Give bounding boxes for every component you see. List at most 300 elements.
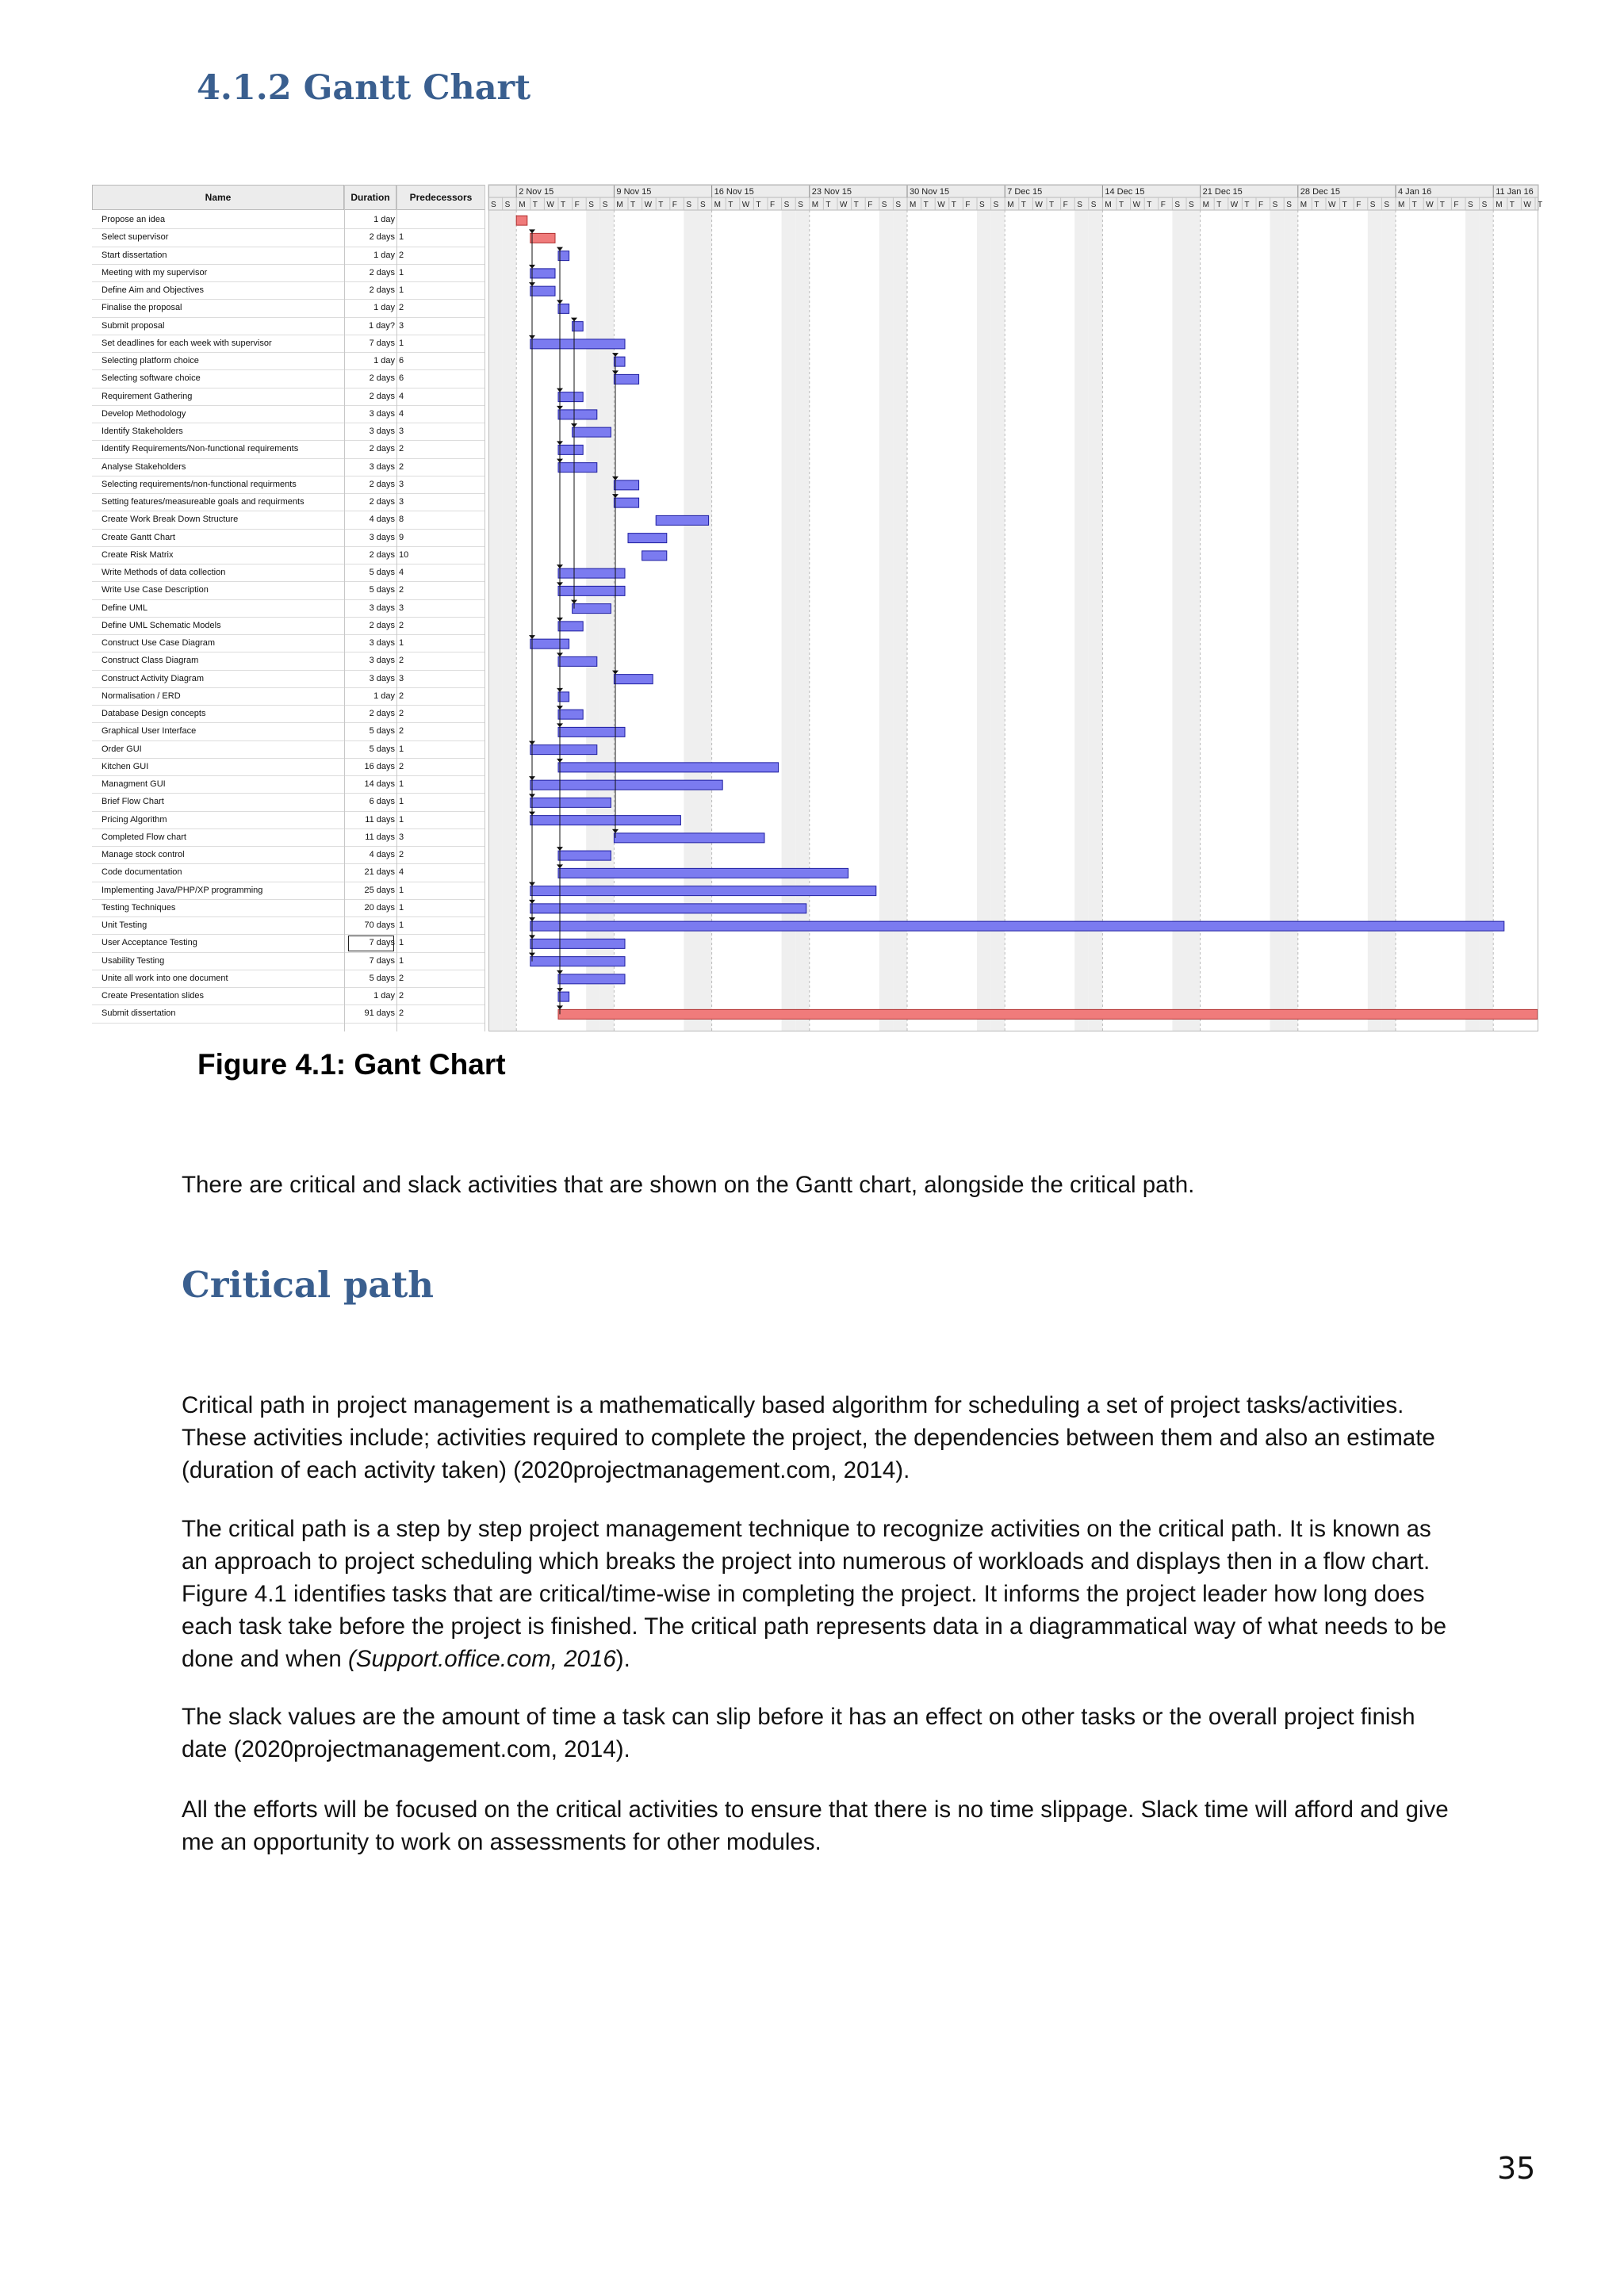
task-row <box>92 265 485 282</box>
day-letter: F <box>1258 201 1264 209</box>
dependency-arrow <box>557 459 563 463</box>
weekend-shade <box>503 210 517 1031</box>
dependency-arrow <box>557 970 563 974</box>
task-name: Construct Use Case Diagram <box>102 638 216 648</box>
day-letter: M <box>1496 201 1503 209</box>
task-predecessors: 1 <box>399 885 404 895</box>
task-predecessors: 2 <box>399 620 404 630</box>
task-row <box>92 247 485 265</box>
task-name: Submit dissertation <box>102 1008 176 1019</box>
weekend-shade <box>1270 210 1285 1031</box>
task-bar <box>530 339 625 349</box>
day-letter: W <box>644 201 653 209</box>
day-letter: T <box>1049 201 1055 209</box>
paragraph-2 <box>182 1513 1450 1675</box>
task-duration: 2 days <box>369 549 395 560</box>
task-name: Create Work Break Down Structure <box>102 515 239 525</box>
day-letter: W <box>840 201 848 209</box>
task-predecessors: 3 <box>399 832 404 842</box>
task-row <box>92 741 485 759</box>
task-duration: 3 days <box>369 461 395 472</box>
day-letter: S <box>504 201 511 209</box>
task-duration: 4 days <box>369 515 395 525</box>
task-name: Submit proposal <box>102 320 165 331</box>
task-bar <box>530 745 597 755</box>
task-predecessors: 2 <box>399 991 404 1001</box>
day-letter: M <box>616 201 623 209</box>
task-duration: 2 days <box>369 709 395 718</box>
week-label: 11 Jan 16 <box>1496 187 1534 197</box>
task-duration: 11 days <box>365 814 395 825</box>
task-predecessors: 2 <box>399 1008 404 1019</box>
day-letter: T <box>756 201 761 209</box>
task-predecessors: 2 <box>399 250 404 260</box>
week-label: 16 Nov 15 <box>714 187 754 197</box>
task-predecessors: 4 <box>399 568 404 577</box>
task-row <box>92 476 485 494</box>
task-predecessors: 2 <box>399 656 404 666</box>
task-name: Database Design concepts <box>102 709 206 718</box>
task-name: Start dissertation <box>102 250 167 260</box>
day-letter: S <box>993 201 999 209</box>
task-duration: 3 days <box>369 532 395 542</box>
dependency-arrow <box>557 988 563 992</box>
day-letter: F <box>574 201 580 209</box>
task-bar <box>614 833 764 843</box>
task-duration: 1 day <box>373 303 395 313</box>
task-row <box>92 635 485 652</box>
task-name: Unite all work into one document <box>102 973 228 983</box>
task-row <box>92 759 485 776</box>
task-duration: 91 days <box>364 1008 395 1019</box>
dependency-arrow <box>557 706 563 710</box>
dependency-arrow <box>557 847 563 851</box>
task-name: Setting features/measureable goals and requirments <box>102 497 304 507</box>
intro-paragraph: There are critical and slack activities that are shown on the Gantt chart, alongside the critical path. <box>182 1172 1195 1198</box>
task-duration: 5 days <box>369 568 395 577</box>
task-predecessors: 8 <box>399 515 404 525</box>
task-duration: 1 day <box>373 991 395 1001</box>
paragraph-2-citation: (Support.office.com, 2016 <box>347 1646 616 1672</box>
dependency-arrow <box>529 882 535 886</box>
task-predecessors: 3 <box>399 603 404 613</box>
task-row <box>92 282 485 300</box>
day-letter: T <box>532 201 538 209</box>
task-row <box>92 370 485 388</box>
task-predecessors: 2 <box>399 709 404 718</box>
task-bar <box>558 410 597 419</box>
task-duration: 1 day <box>373 250 395 260</box>
day-letter: W <box>741 201 750 209</box>
task-row <box>92 864 485 882</box>
day-letter: F <box>1160 201 1166 209</box>
day-letter: T <box>630 201 636 209</box>
task-row <box>92 511 485 529</box>
dependency-arrow <box>557 564 563 568</box>
gantt-chart-figure <box>92 185 1543 1031</box>
task-predecessors: 1 <box>399 955 404 966</box>
task-row <box>92 900 485 917</box>
task-row <box>92 1005 485 1023</box>
day-letter: M <box>1007 201 1014 209</box>
dependency-arrow <box>529 953 535 957</box>
dependency-arrow <box>557 247 563 251</box>
day-letter: F <box>965 201 971 209</box>
task-name: Unit Testing <box>102 920 147 930</box>
weekend-shade <box>991 210 1005 1031</box>
task-predecessors: 1 <box>399 638 404 648</box>
weekend-shade <box>977 210 991 1031</box>
day-letter: S <box>1272 201 1278 209</box>
dependency-arrow <box>529 935 535 939</box>
task-row <box>92 618 485 635</box>
task-row <box>92 688 485 706</box>
column-divider <box>344 185 345 1031</box>
task-duration: 2 days <box>369 497 395 507</box>
dependency-arrow <box>529 229 535 233</box>
column-header-name: Name <box>92 185 344 210</box>
task-predecessors: 3 <box>399 427 404 436</box>
task-row <box>92 318 485 335</box>
day-letter: T <box>728 201 733 209</box>
task-row <box>92 829 485 847</box>
task-bar <box>558 463 597 473</box>
day-letter: T <box>853 201 859 209</box>
task-predecessors: 1 <box>399 938 404 948</box>
day-letter: S <box>1384 201 1390 209</box>
task-bar <box>530 639 569 649</box>
task-name: Select supervisor <box>102 232 169 243</box>
day-letter: S <box>1077 201 1082 209</box>
weekend-shade <box>488 210 503 1031</box>
task-name: Kitchen GUI <box>102 761 149 771</box>
weekend-shade <box>1172 210 1186 1031</box>
day-letter: S <box>979 201 985 209</box>
gantt-task-table <box>92 185 485 1031</box>
task-predecessors: 1 <box>399 814 404 825</box>
day-letter: T <box>1021 201 1026 209</box>
task-name: Propose an idea <box>102 215 166 224</box>
critical-task-bar <box>558 1009 1538 1019</box>
task-duration: 2 days <box>369 232 395 243</box>
task-duration: 2 days <box>369 620 395 630</box>
task-row <box>92 953 485 970</box>
task-bar <box>558 727 625 737</box>
page-number: 35 <box>1497 2151 1536 2186</box>
task-duration: 1 day? <box>368 320 395 331</box>
task-duration: 70 days <box>364 920 395 930</box>
task-name: Define UML Schematic Models <box>102 620 221 630</box>
dependency-arrow <box>557 688 563 692</box>
critical-path-heading: Critical path <box>182 1264 434 1306</box>
task-predecessors: 6 <box>399 373 404 384</box>
task-predecessors: 2 <box>399 726 404 737</box>
dependency-arrow <box>557 723 563 727</box>
task-duration: 6 days <box>369 797 395 807</box>
week-label: 28 Dec 15 <box>1300 187 1340 197</box>
task-bar <box>628 534 667 543</box>
week-label: 4 Jan 16 <box>1398 187 1432 197</box>
weekend-shade <box>1480 210 1494 1031</box>
day-letter: W <box>1230 201 1239 209</box>
task-predecessors: 2 <box>399 761 404 771</box>
gantt-timeline <box>488 185 1543 1031</box>
dependency-arrow <box>557 652 563 656</box>
task-duration: 2 days <box>369 444 395 454</box>
day-letter: T <box>1538 201 1543 209</box>
dependency-arrow <box>557 406 563 410</box>
column-divider <box>396 185 397 1031</box>
day-letter: M <box>811 201 819 209</box>
day-letter: S <box>1189 201 1194 209</box>
day-letter: S <box>1174 201 1181 209</box>
dependency-arrow <box>529 282 535 286</box>
task-predecessors: 1 <box>399 338 404 348</box>
day-letter: M <box>714 201 721 209</box>
task-name: Requirement Gathering <box>102 391 193 401</box>
day-letter: S <box>700 201 706 209</box>
weekend-shade <box>1368 210 1382 1031</box>
task-duration: 11 days <box>365 832 395 842</box>
task-duration: 21 days <box>364 867 395 878</box>
task-row <box>92 988 485 1005</box>
task-name: Selecting software choice <box>102 373 201 384</box>
week-label: 30 Nov 15 <box>910 187 950 197</box>
task-bar <box>558 656 597 666</box>
task-bar <box>656 515 708 525</box>
task-bar <box>530 886 876 896</box>
task-duration: 3 days <box>369 673 395 683</box>
day-letter: W <box>1132 201 1141 209</box>
task-row <box>92 652 485 670</box>
task-bar <box>558 622 583 631</box>
task-duration: 3 days <box>369 427 395 436</box>
day-letter: W <box>937 201 945 209</box>
task-predecessors: 3 <box>399 497 404 507</box>
weekend-shade <box>1074 210 1089 1031</box>
task-name: Normalisation / ERD <box>102 691 181 701</box>
paragraph-3: The slack values are the amount of time a task can slip before it has an effect on other tasks or the overall project finish date (2020projectmanagement.com, 2014). <box>182 1704 1415 1762</box>
day-letter: T <box>561 201 566 209</box>
dependency-arrow <box>557 300 563 304</box>
dependency-arrow <box>571 600 577 604</box>
paragraph-2-end: ). <box>615 1646 630 1672</box>
task-name: Write Use Case Description <box>102 585 209 595</box>
day-letter: S <box>588 201 594 209</box>
task-duration: 3 days <box>369 656 395 666</box>
dependency-arrow <box>557 1005 563 1009</box>
task-row <box>92 723 485 740</box>
task-predecessors <box>399 212 478 228</box>
dependency-arrow <box>557 388 563 392</box>
task-predecessors: 4 <box>399 867 404 878</box>
task-duration: 5 days <box>369 744 395 754</box>
task-duration: 3 days <box>369 408 395 419</box>
task-name: Selecting requirements/non-functional requirments <box>102 479 297 489</box>
task-row <box>92 970 485 988</box>
task-name: Define Aim and Objectives <box>102 285 205 295</box>
day-letter: M <box>910 201 917 209</box>
task-predecessors: 4 <box>399 391 404 401</box>
day-letter: F <box>672 201 677 209</box>
task-duration: 5 days <box>369 585 395 595</box>
task-duration: 4 days <box>369 850 395 859</box>
day-letter: T <box>1119 201 1124 209</box>
task-row <box>92 812 485 829</box>
task-bar <box>573 604 611 614</box>
task-predecessors: 2 <box>399 444 404 454</box>
week-label: 21 Dec 15 <box>1202 187 1243 197</box>
task-bar <box>642 551 667 561</box>
week-label: 9 Nov 15 <box>616 187 652 197</box>
task-bar <box>530 939 625 948</box>
day-letter: W <box>1426 201 1434 209</box>
day-letter: F <box>1454 201 1459 209</box>
day-letter: T <box>1439 201 1445 209</box>
task-bar <box>558 568 625 578</box>
task-bar <box>558 851 611 860</box>
task-predecessors: 2 <box>399 850 404 859</box>
dependency-arrow <box>529 812 535 816</box>
task-name: Define UML <box>102 603 148 613</box>
task-bar <box>573 427 611 437</box>
task-bar <box>530 269 555 278</box>
task-row <box>92 335 485 353</box>
task-duration: 2 days <box>369 391 395 401</box>
task-bar <box>614 374 638 384</box>
task-predecessors: 2 <box>399 461 404 472</box>
dependency-arrow <box>529 635 535 639</box>
task-row <box>92 212 485 229</box>
task-predecessors: 4 <box>399 408 404 419</box>
dependency-arrow <box>571 318 577 322</box>
task-duration: 5 days <box>369 726 395 737</box>
critical-task-bar <box>516 216 527 225</box>
task-predecessors: 2 <box>399 973 404 983</box>
weekend-shade <box>1465 210 1480 1031</box>
weekend-shade <box>1186 210 1201 1031</box>
day-letter: S <box>895 201 902 209</box>
task-duration: 1 day <box>373 356 395 365</box>
task-duration: 7 days <box>369 338 395 348</box>
day-letter: S <box>1468 201 1473 209</box>
day-letter: F <box>1063 201 1068 209</box>
day-letter: S <box>491 201 496 209</box>
task-row <box>92 847 485 864</box>
day-letter: T <box>1411 201 1417 209</box>
task-name: Manage stock control <box>102 850 185 859</box>
task-row <box>92 564 485 582</box>
task-duration: 20 days <box>364 902 395 913</box>
task-name: Code documentation <box>102 867 182 878</box>
day-letter: W <box>546 201 554 209</box>
task-duration: 2 days <box>369 267 395 277</box>
task-row <box>92 388 485 406</box>
task-name: Pricing Algorithm <box>102 814 167 825</box>
dependency-arrow <box>529 900 535 904</box>
task-bar <box>530 286 555 296</box>
day-letter: S <box>783 201 790 209</box>
task-bar <box>530 780 722 790</box>
dependency-arrow <box>557 582 563 586</box>
task-bar <box>558 445 583 454</box>
dependency-arrow <box>529 265 535 269</box>
task-row <box>92 494 485 511</box>
day-letter: W <box>1328 201 1336 209</box>
day-letter: F <box>868 201 873 209</box>
task-bar <box>614 480 638 490</box>
task-predecessors: 1 <box>399 285 404 295</box>
day-letter: T <box>1244 201 1250 209</box>
task-name: Construct Activity Diagram <box>102 673 204 683</box>
task-bar <box>558 392 583 402</box>
task-duration: 2 days <box>369 479 395 489</box>
task-bar <box>530 904 806 913</box>
day-letter: F <box>1356 201 1362 209</box>
week-label: 2 Nov 15 <box>519 187 554 197</box>
task-predecessors: 3 <box>399 673 404 683</box>
task-duration: 2 days <box>369 373 395 384</box>
task-duration: 16 days <box>364 761 395 771</box>
task-predecessors: 2 <box>399 691 404 701</box>
week-label: 14 Dec 15 <box>1105 187 1145 197</box>
task-predecessors: 3 <box>399 320 404 331</box>
task-name: Develop Methodology <box>102 408 186 419</box>
task-row <box>92 776 485 794</box>
figure-caption: Figure 4.1: Gant Chart <box>197 1048 506 1081</box>
task-row <box>92 600 485 618</box>
task-name: Finalise the proposal <box>102 303 182 313</box>
weekend-shade <box>879 210 894 1031</box>
weekend-shade <box>1089 210 1103 1031</box>
day-letter: M <box>1105 201 1112 209</box>
task-predecessors: 1 <box>399 779 404 789</box>
day-letter: S <box>798 201 803 209</box>
weekend-shade <box>893 210 907 1031</box>
task-row <box>92 441 485 458</box>
dependency-arrow <box>557 759 563 763</box>
task-bar <box>614 675 653 684</box>
dependency-arrow <box>529 917 535 921</box>
day-letter: W <box>1035 201 1043 209</box>
day-letter: T <box>658 201 664 209</box>
task-predecessors: 1 <box>399 744 404 754</box>
dependency-arrow <box>529 335 535 339</box>
day-letter: T <box>1147 201 1152 209</box>
task-bar <box>530 957 625 966</box>
task-predecessors: 2 <box>399 303 404 313</box>
dependency-arrow <box>529 741 535 745</box>
task-predecessors: 1 <box>399 920 404 930</box>
task-name: Managment GUI <box>102 779 166 789</box>
critical-task-bar <box>530 233 555 243</box>
task-predecessors: 6 <box>399 356 404 365</box>
task-name: Graphical User Interface <box>102 726 197 737</box>
dependency-arrow <box>557 618 563 622</box>
day-letter: T <box>951 201 956 209</box>
task-name: Usability Testing <box>102 955 165 966</box>
task-name: Brief Flow Chart <box>102 797 164 807</box>
dependency-arrow <box>529 794 535 798</box>
task-duration: 14 days <box>364 779 395 789</box>
day-letter: S <box>881 201 887 209</box>
task-name: Create Risk Matrix <box>102 549 174 560</box>
task-bar <box>530 798 611 807</box>
task-duration: 1 day <box>373 691 395 701</box>
task-row <box>92 706 485 723</box>
weekend-shade <box>1381 210 1396 1031</box>
task-predecessors: 3 <box>399 479 404 489</box>
